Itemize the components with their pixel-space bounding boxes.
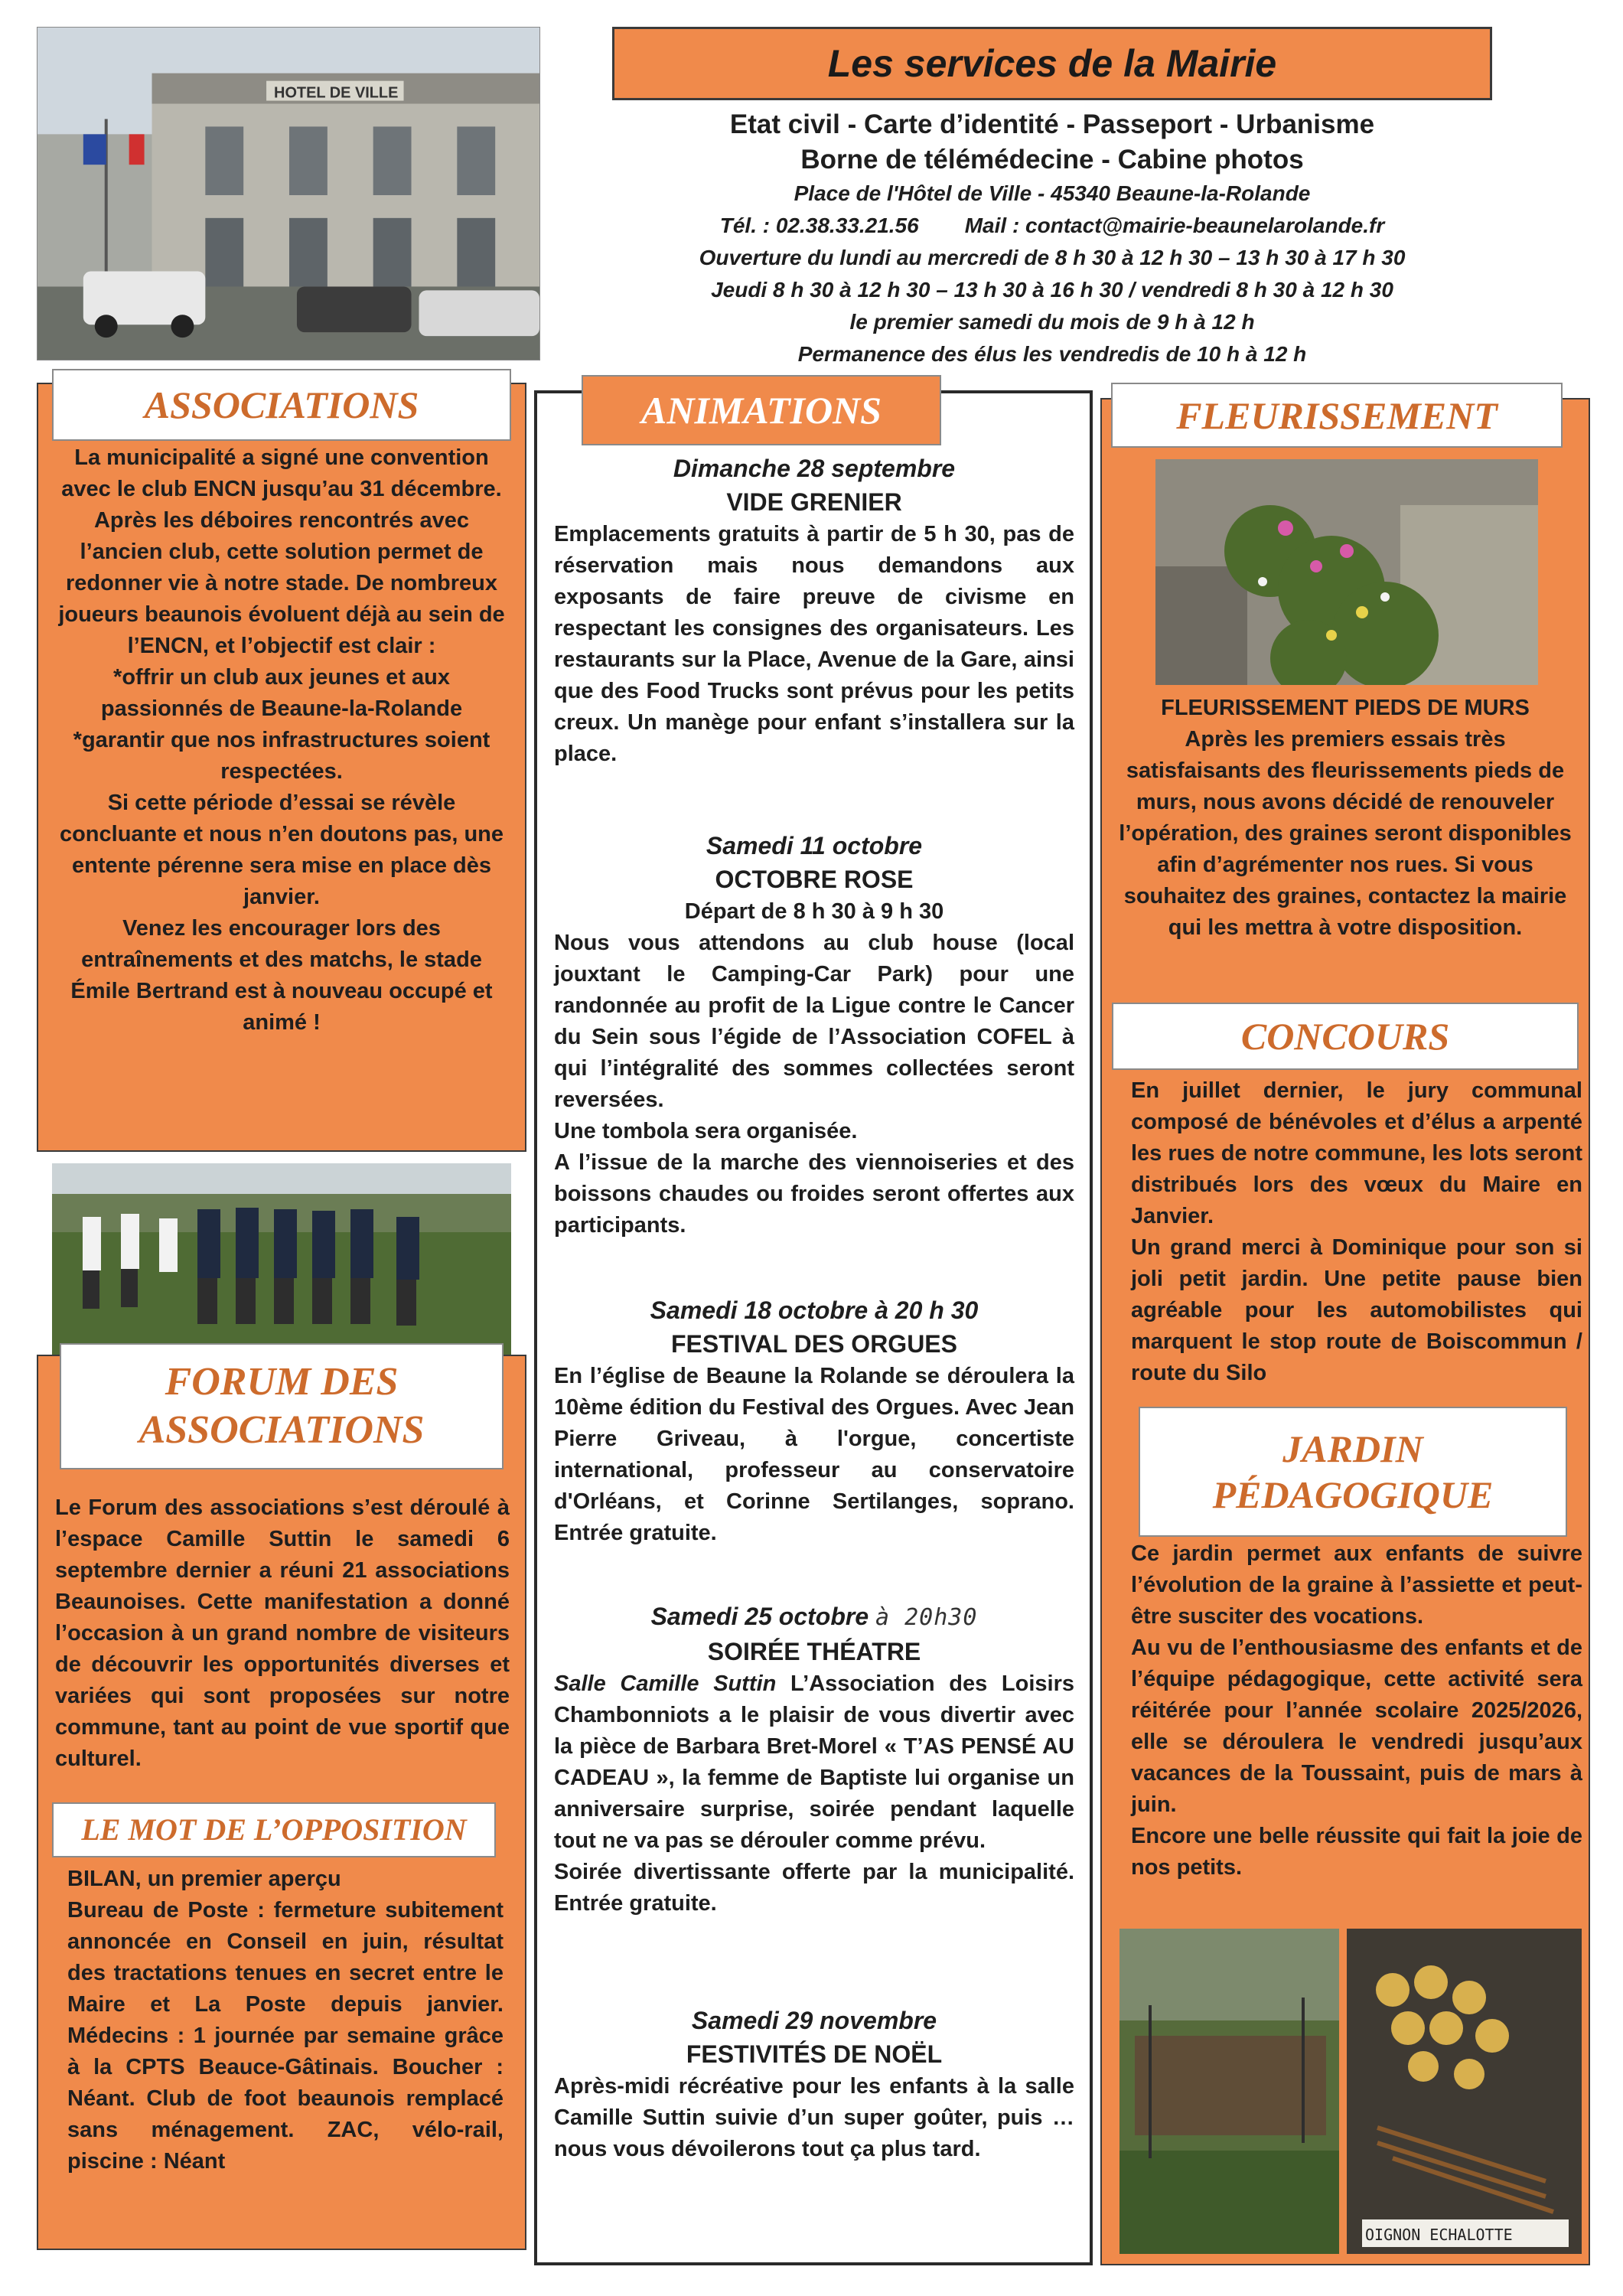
fleurissement-title: FLEURISSEMENT: [1111, 383, 1563, 448]
jardin-text: Ce jardin permet aux enfants de suivre l’évolution de la graine à l’assiette et peut-être susciter des vocations. Au vu de l’enthousiasme des enfants et de l’équipe pédagogique, cette activité sera réitérée pour l’année scolaire 2025/2026, elle se déroulera le vendredi jusqu’aux vacances de la Toussaint, puis de mars à juin. Encore une belle réussite qui fait la joie de nos petits.: [1131, 1541, 1582, 1880]
associations-title: ASSOCIATIONS: [52, 369, 511, 441]
vegetable-label: OIGNON ECHALOTTE: [1365, 2226, 1513, 2244]
event-soiree-theatre: Samedi 25 octobre à 20h30 SOIRÉE THÉATRE Salle Camille Suttin L’Association des Loisirs Chambonniots a le plaisir de vous divertir avec la pièce de Barbara Bret-Morel « T’AS PENSÉ AU CADEAU », la femme de Baptiste lui organise un anniversaire surprise, soirée pendant laquelle tout ne va pas se dérouler comme prévu. Soirée divertissante offerte par la municipalité. Entrée gratuite.: [554, 1603, 1074, 1916]
town-hall-photo: [37, 27, 540, 360]
garden-photo: [1119, 1929, 1339, 2254]
flowers-photo: [1155, 459, 1538, 685]
hours-4: Permanence des élus les vendredis de 10 h à 12 h: [797, 342, 1307, 366]
fleurissement-text: FLEURISSEMENT PIEDS DE MURS Après les premiers essais très satisfaisants des fleurissements pieds de murs, nous avons décidé de renouveler l’opération, des graines seront disponibles afin d’agrémenter nos rues. Si vous souhaitez des graines, contactez la mairie qui les mettra à votre disposition.: [1119, 696, 1572, 940]
forum-title: FORUM DES ASSOCIATIONS: [60, 1343, 504, 1469]
services-line-2: Borne de télémédecine - Cabine photos: [800, 145, 1304, 174]
opposition-title: LE MOT DE L’OPPOSITION: [52, 1802, 496, 1857]
mairie-title: Les services de la Mairie: [612, 27, 1492, 100]
event-vide-grenier: Dimanche 28 septembre VIDE GRENIER Emplacements gratuits à partir de 5 h 30, pas de réservation mais nous demandons aux exposants de faire preuve de civisme en respectant les consignes des organisateurs. Les restaurants sur la Place, Avenue de la Gare, ainsi que des Food Trucks sont prévus pour les petits creux. Un manège pour enfant s’installera sur la place.: [554, 455, 1074, 766]
event-festivites-noel: Samedi 29 novembre FESTIVITÉS DE NOËL Après-midi récréative pour les enfants à la salle Camille Suttin suivie d’un super goûter, puis … nous vous dévoilerons tout ça plus tard.: [554, 2007, 1074, 2161]
mairie-info: [582, 107, 1523, 370]
concours-text: En juillet dernier, le jury communal composé de bénévoles et d’élus a arpenté les rues de notre commune, les lots seront distribués lors des vœux du Maire en Janvier. Un grand merci à Dominique pour son si joli petit jardin. Une petite pause bien agréable pour les automobilistes qui marquent le stop route de Boiscommun / route du Silo: [1131, 1078, 1582, 1385]
email: Mail : contact@mairie-beaunelarolande.fr: [964, 214, 1385, 237]
associations-text: La municipalité a signé une convention avec le club ENCN jusqu’au 31 décembre. Après les déboires rencontrés avec l’ancien club, cette solution permet de redonner vie à notre stade. De nombreux joueurs beaunois évoluent déjà au sein de l’ENCN, et l’objectif est clair : *offrir un club aux jeunes et aux passionnés de Beaune-la-Rolande *garantir que nos infrastructures soient respectées. Si cette période d’essai se révèle concluante et nous n’en doutons pas, une entente pérenne sera mise en place dès janvier. Venez les encourager lors des entraînements et des matchs, le stade Émile Bertrand est à nouveau occupé et animé !: [58, 445, 505, 1035]
opposition-text: BILAN, un premier aperçu Bureau de Poste : fermeture subitement annoncée en Conseil en juin, résultat des tractations tenues en secret entre le Maire et La Poste depuis janvier. Médecins : 1 journée par semaine grâce à la CPTS Beauce-Gâtinais. Boucher : Néant. Club de foot beaunois remplacé sans ménagement. ZAC, vélo-rail, piscine : Néant: [67, 1867, 504, 2174]
vegetables-photo: [1347, 1929, 1582, 2254]
phone: Tél. : 02.38.33.21.56: [719, 214, 919, 237]
hours-3: le premier samedi du mois de 9 h à 12 h: [849, 310, 1255, 334]
hours-1: Ouverture du lundi au mercredi de 8 h 30 à 12 h 30 – 13 h 30 à 17 h 30: [699, 246, 1406, 269]
handwritten-time: à 20h30: [875, 1604, 978, 1631]
services-line-1: Etat civil - Carte d’identité - Passeport - Urbanisme: [729, 109, 1375, 139]
forum-text: Le Forum des associations s’est déroulé à l’espace Camille Suttin le samedi 6 septembre dernier a réuni 21 associations Beaunoises. Cette manifestation a donné l’occasion à un grand nombre de visiteurs de découvrir les opportunités diverses et variées qui sont proposées sur notre commune, tant au point de vue sportif que culturel.: [55, 1495, 510, 1771]
address: Place de l'Hôtel de Ville - 45340 Beaune-la-Rolande: [794, 181, 1311, 205]
animations-title: ANIMATIONS: [582, 375, 941, 445]
event-octobre-rose: Samedi 11 octobre OCTOBRE ROSE Départ de 8 h 30 à 9 h 30 Nous vous attendons au club house (local jouxtant le Camping-Car Park) pour une randonnée au profit de la Ligue contre le Cancer du Sein sous l’égide de l’Association COFEL à qui l’intégralité des sommes collectées seront reversées. Une tombola sera organisée. A l’issue de la marche des viennoiseries et des boissons chaudes ou froides seront offertes aux participants.: [554, 832, 1074, 1238]
football-team-photo: [52, 1163, 511, 1368]
hours-2: Jeudi 8 h 30 à 12 h 30 – 13 h 30 à 16 h 30 / vendredi 8 h 30 à 12 h 30: [711, 278, 1393, 302]
svg-text:HOTEL DE VILLE: HOTEL DE VILLE: [274, 84, 399, 102]
event-festival-orgues: Samedi 18 octobre à 20 h 30 FESTIVAL DES ORGUES En l’église de Beaune la Rolande se déroulera la 10ème édition du Festival des Orgues. Avec Jean Pierre Griveau, à l'orgue, concertiste international, professeur au conservatoire d'Orléans, et Corinne Sertilanges, soprano. Entrée gratuite.: [554, 1296, 1074, 1545]
concours-title: CONCOURS: [1112, 1003, 1579, 1070]
jardin-title: JARDIN PÉDAGOGIQUE: [1139, 1407, 1567, 1537]
